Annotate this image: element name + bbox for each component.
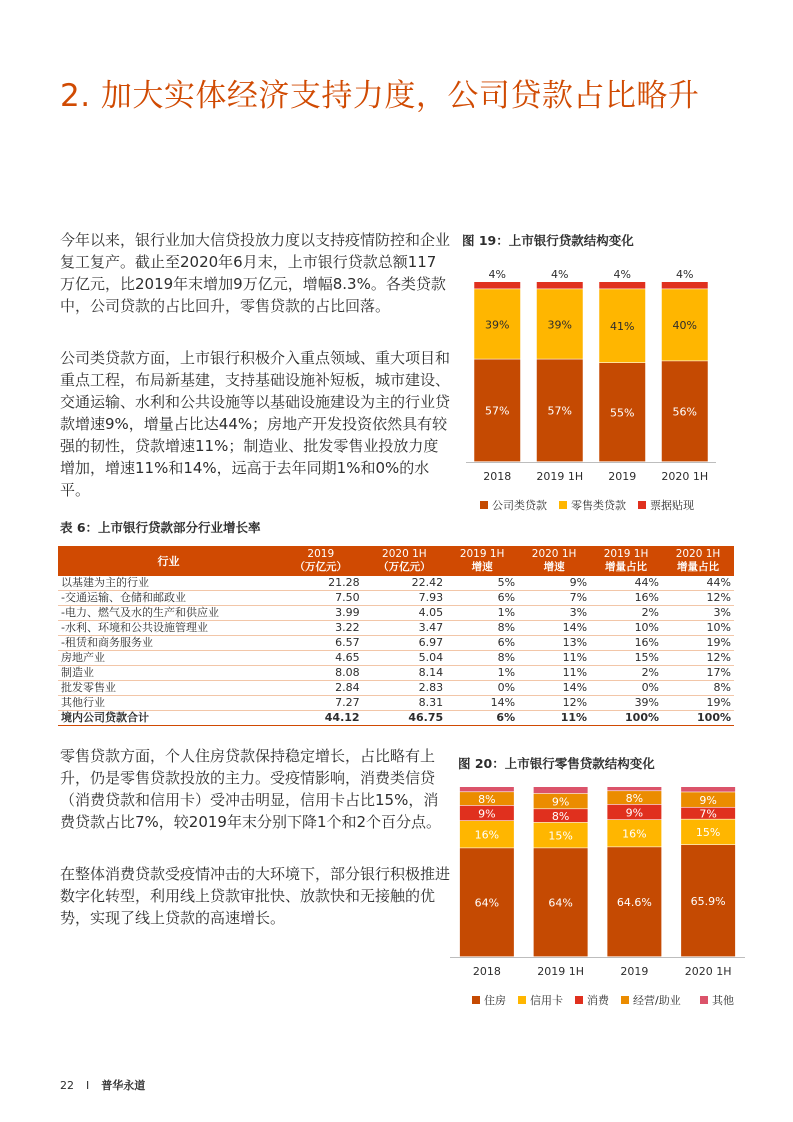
table6-cell: 46.75 [363,711,447,726]
table6-title: 表 6：上市银行贷款部分行业增长率 [60,520,261,535]
table6-cell: 8.31 [363,696,447,711]
table6-cell: 0% [590,681,662,696]
x-tick-label: 2019 [620,965,649,978]
legend-label: 住房 [484,994,506,1007]
legend-label: 经营/助业 [633,994,681,1007]
table6-cell: 14% [518,681,590,696]
paragraph-online-loans: 在整体消费贷款受疫情冲击的大环境下，部分银行积极推进数字化转型，利用线上贷款审批快、放款快和无接触的优势，实现了线上贷款的高速增长。 [60,865,451,927]
data-label: 15% [548,829,573,843]
table6-header-col: 2019 1H 增量占比 [590,546,662,576]
data-label: 64% [474,896,500,910]
table6-cell-industry: 其他行业 [58,696,279,711]
table6-cell: 5% [446,576,518,591]
bar-segment [474,282,520,289]
table6-header-col: 2020 1H （万亿元） [363,546,447,576]
table6-cell: 16% [590,636,662,651]
figure19-title: 图 19：上市银行贷款结构变化 [462,233,634,248]
x-tick-label: 2019 [608,470,637,483]
data-label: 41% [610,320,635,334]
table6-cell: 8.08 [279,666,363,681]
data-label: 55% [610,406,635,420]
legend-label: 零售类贷款 [571,499,626,512]
table6-cell-industry: -水利、环境和公共设施管理业 [58,621,279,636]
table6-cell: 1% [446,606,518,621]
table6-cell-industry: 以基建为主的行业 [58,576,279,591]
table6-row [58,576,734,591]
x-tick-label: 2019 1H [537,965,585,978]
table6-cell: 2.83 [363,681,447,696]
legend-swatch [700,996,708,1004]
table6-cell: 6% [446,711,518,726]
bar-segment [537,282,583,289]
table6-cell: 44% [662,576,734,591]
table6-cell: 2% [590,606,662,621]
legend-swatch [472,996,480,1004]
bar-segment [662,282,708,289]
legend-swatch [638,501,646,509]
table6-cell: 5.04 [363,651,447,666]
data-label: 4% [613,268,631,281]
x-tick-label: 2018 [472,965,501,978]
table6 [58,546,734,726]
table6-cell: 100% [662,711,734,726]
table6-cell-industry: 房地产业 [58,651,279,666]
x-tick-label: 2020 1H [661,470,709,483]
table6-header-col: 2020 1H 增速 [518,546,590,576]
table6-cell: 13% [518,636,590,651]
data-label: 65.9% [690,894,726,908]
table6-cell-industry: -租赁和商务服务业 [58,636,279,651]
data-label: 8% [478,792,496,806]
table6-cell: 6.97 [363,636,447,651]
table6-cell: 6% [446,636,518,651]
table6-cell-industry: 境内公司贷款合计 [58,711,279,726]
table6-row [58,621,734,636]
table6-cell: 21.28 [279,576,363,591]
data-label: 4% [551,268,569,281]
table6-cell: 7.93 [363,591,447,606]
data-label: 57% [547,404,572,418]
data-label: 16% [622,827,647,841]
data-label: 57% [485,404,510,418]
paragraph-corporate-loans: 公司类贷款方面，上市银行积极介入重点领域、重大项目和重点工程，布局新基建，支持基础设施补短板，城市建设、交通运输、水利和公共设施等以基础设施建设为主的行业贷款增速9%，增量占比达44%；房地产开发投资依然具有较强的韧性，贷款增速11%；制造业、批发零售业投放力度增加，增速11%和14%，远高于去年同期1%和0%的水平。 [60,349,451,499]
bar-segment [681,787,735,792]
table6-cell: 1% [446,666,518,681]
table6-cell: 22.42 [363,576,447,591]
table6-cell: 14% [446,696,518,711]
table6-cell: 10% [590,621,662,636]
table6-cell: 8% [662,681,734,696]
table6-cell-industry: -电力、燃气及水的生产和供应业 [58,606,279,621]
footer [60,1077,145,1093]
data-label: 16% [474,828,500,842]
table6-cell: 19% [662,636,734,651]
table6-row [58,711,734,726]
figure20-title: 图 20：上市银行零售贷款结构变化 [458,756,655,771]
table6-row [58,696,734,711]
table6-header-col: 2020 1H 增量占比 [662,546,734,576]
data-label: 64% [548,896,573,910]
table6-cell: 44.12 [279,711,363,726]
table6-cell: 12% [518,696,590,711]
table6-cell: 10% [662,621,734,636]
legend-label: 信用卡 [530,994,563,1007]
paragraph-retail-loans: 零售贷款方面，个人住房贷款保持稳定增长，占比略有上升，仍是零售贷款投放的主力。受疫情影响，消费类信贷（消费贷款和信用卡）受冲击明显，信用卡占比15%，消费贷款占比7%，较2019年末分别下降1个和2个百分点。 [60,747,442,831]
legend-swatch [575,996,583,1004]
data-label: 15% [695,826,721,840]
table6-cell: 44% [590,576,662,591]
legend-label: 消费 [587,994,609,1007]
legend-swatch [518,996,526,1004]
table6-row [58,591,734,606]
table6-header-col: 2019 1H 增速 [446,546,518,576]
table6-cell: 7% [518,591,590,606]
legend-label: 票据贴现 [650,499,694,512]
table6-cell: 11% [518,651,590,666]
data-label: 39% [547,318,572,332]
table6-cell: 3% [662,606,734,621]
bar-segment [460,787,514,792]
data-label: 4% [676,268,694,281]
table6-cell: 7.27 [279,696,363,711]
data-label: 8% [551,809,570,823]
table6-cell: 11% [518,666,590,681]
table6-cell: 6% [446,591,518,606]
data-label: 9% [625,806,644,820]
legend-swatch [621,996,629,1004]
legend-label: 公司类贷款 [492,499,547,512]
table6-row [58,636,734,651]
table6-cell-industry: 制造业 [58,666,279,681]
table6-cell: 39% [590,696,662,711]
table6-header-col: 2019 （万亿元） [279,546,363,576]
legend-swatch [480,501,488,509]
table6-cell: 12% [662,591,734,606]
bar-segment [607,787,661,790]
footer-separator: I [86,1079,90,1092]
table6-cell: 4.65 [279,651,363,666]
table6-cell: 8% [446,621,518,636]
table6-cell: 2% [590,666,662,681]
table6-cell: 3.47 [363,621,447,636]
table6-header [58,546,734,576]
table6-cell: 15% [590,651,662,666]
legend-swatch [559,501,567,509]
x-tick-label: 2018 [483,470,512,483]
table6-cell: 2.84 [279,681,363,696]
footer-brand: 普华永道 [101,1079,146,1092]
bar-segment [534,787,588,793]
table6-cell: 4.05 [363,606,447,621]
table6-cell: 6.57 [279,636,363,651]
x-tick-label: 2019 1H [536,470,584,483]
table6-cell: 8% [446,651,518,666]
data-label: 40% [672,319,697,333]
table6-cell-industry: -交通运输、仓储和邮政业 [58,591,279,606]
table6-cell: 100% [590,711,662,726]
bar-segment [599,282,645,289]
data-label: 8% [625,791,644,805]
data-label: 39% [485,318,510,332]
x-tick-label: 2020 1H [684,965,732,978]
page-number: 22 [60,1079,74,1092]
table6-row [58,681,734,696]
page-title: 2. 加大实体经济支持力度，公司贷款占比略升 [60,78,700,114]
legend-label: 其他 [712,994,734,1007]
table6-cell: 17% [662,666,734,681]
data-label: 9% [478,807,496,821]
table6-cell: 3.99 [279,606,363,621]
table6-cell: 9% [518,576,590,591]
table6-cell: 14% [518,621,590,636]
table6-cell: 3% [518,606,590,621]
table6-row [58,606,734,621]
table6-row [58,666,734,681]
table6-cell: 12% [662,651,734,666]
data-label: 7% [699,807,717,821]
data-label: 4% [488,268,506,281]
table6-header-industry: 行业 [58,546,279,576]
paragraph-overview: 今年以来，银行业加大信贷投放力度以支持疫情防控和企业复工复产。截止至2020年6月末，上市银行贷款总额117万亿元，比2019年末增加9万亿元，增幅8.3%。各类贷款中，公司贷款的占比回升，零售贷款的占比回落。 [60,231,451,315]
data-label: 9% [699,793,717,807]
data-label: 56% [672,405,697,419]
table6-cell: 11% [518,711,590,726]
table6-cell: 3.22 [279,621,363,636]
table6-cell: 7.50 [279,591,363,606]
table6-cell: 19% [662,696,734,711]
table6-row [58,651,734,666]
table6-cell: 16% [590,591,662,606]
figure20-chart [450,775,745,1015]
figure19-chart [462,252,742,522]
table6-cell: 8.14 [363,666,447,681]
table6-cell-industry: 批发零售业 [58,681,279,696]
data-label: 64.6% [616,896,652,910]
data-label: 9% [551,795,570,809]
table6-cell: 0% [446,681,518,696]
